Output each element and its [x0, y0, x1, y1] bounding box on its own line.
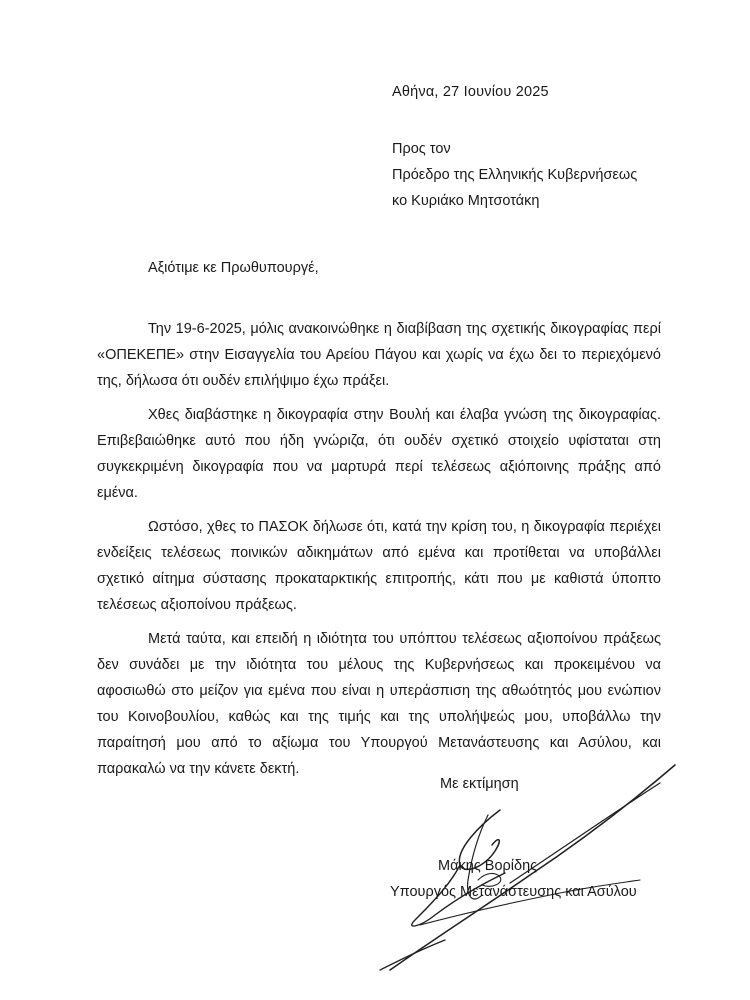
signer-name: Μάκης Βορίδης [438, 858, 538, 874]
addressee-block [392, 136, 637, 214]
signer-title: Υπουργός Μετανάστευσης και Ασύλου [390, 884, 637, 900]
body-paragraph: Ωστόσο, χθες το ΠΑΣΟΚ δήλωσε ότι, κατά την κρίση του, η δικογραφία περιέχει ενδείξεις τελέσεως ποινικών αδικημάτων από εμένα και προτίθεται να υποβάλλει σχετικό αίτημα σύστασης προκαταρκτικής επιτροπής, κάτι που με καθιστά ύποπτο τελέσεως αξιοποίνου πράξεως. [97, 519, 661, 613]
salutation: Αξιότιμε κε Πρωθυπουργέ, [148, 260, 319, 276]
closing-phrase: Με εκτίμηση [440, 776, 519, 792]
addressee-line: Προς τον [392, 141, 451, 157]
addressee-line: Πρόεδρο της Ελληνικής Κυβερνήσεως [392, 167, 638, 183]
body-paragraph: Μετά ταύτα, και επειδή η ιδιότητα του υπόπτου τελέσεως αξιοποίνου πράξεως δεν συνάδει με την ιδιότητα του μέλους της Κυβερνήσεως και προκειμένου να αφοσιωθώ στο μείζον για εμένα που είναι η υπεράσπιση της αθωότητός μου ενώπιον του Κοινοβουλίου, καθώς και της τιμής και της υπολήψεώς μου, υποβάλλω την παραίτησή μου από το αξίωμα του Υπουργού Μετανάστευσης και Ασύλου, και παρακαλώ να την κάνετε δεκτή. [97, 631, 661, 777]
addressee-line: κο Κυριάκο Μητσοτάκη [392, 193, 540, 209]
letter-date: Αθήνα, 27 Ιουνίου 2025 [392, 84, 549, 100]
letter-body [97, 316, 661, 790]
body-paragraph: Την 19-6-2025, μόλις ανακοινώθηκε η διαβίβαση της σχετικής δικογραφίας περί «ΟΠΕΚΕΠΕ» στην Εισαγγελία του Αρείου Πάγου και χωρίς να έχω δει το περιεχόμενό της, δήλωσα ότι ουδέν επιλήψιμο έχω πράξει. [97, 321, 661, 389]
body-paragraph: Χθες διαβάστηκε η δικογραφία στην Βουλή και έλαβα γνώση της δικογραφίας. Επιβεβαιώθηκε αυτό που ήδη γνώριζα, ότι ουδέν σχετικό στοιχείο υφίσταται στη συγκεκριμένη δικογραφία που να μαρτυρά περί τελέσεως αξιόποινης πράξης από εμένα. [97, 407, 661, 501]
